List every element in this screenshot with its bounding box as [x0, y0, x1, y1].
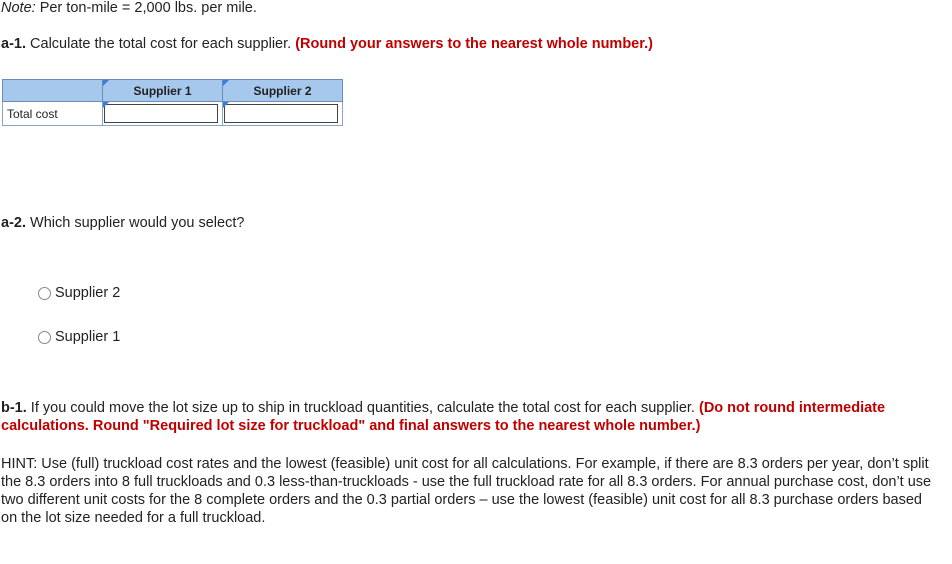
question-b1: [1, 399, 936, 435]
question-b1-text: If you could move the lot size up to ship in truckload quantities, calculate the total cost for each supplier.: [26, 400, 699, 416]
total-cost-supplier-2-input[interactable]: [224, 104, 338, 123]
total-cost-supplier-1-cell[interactable]: [103, 102, 223, 126]
hint-text: HINT: Use (full) truckload cost rates and the lowest (feasible) unit cost for all calculations. For example, if there are 8.3 orders per year, don’t split the 8.3 orders into 8 full truckloads and 0.3 less-than-truckloads - use the full truckload rate for all 8.3 orders. For annual purchase cost, don’t use two different unit costs for the 8 complete orders and the 0.3 partial orders – use the lowest (feasible) unit cost for all 8.3 purchase orders based on the lot size needed for a full truckload.: [1, 456, 932, 526]
table-row: [3, 102, 343, 126]
table-row-label: Total cost: [3, 102, 103, 126]
table-corner-header: [3, 80, 103, 102]
question-a1-label: a-1.: [1, 36, 26, 52]
question-a1-text: Calculate the total cost for each supplier.: [26, 36, 296, 52]
radio-supplier-1[interactable]: [38, 331, 51, 344]
option-supplier-2[interactable]: [38, 285, 120, 301]
radio-supplier-2[interactable]: [38, 287, 51, 300]
table-header-supplier-2: Supplier 2: [223, 80, 343, 102]
question-a2: [1, 214, 244, 232]
question-a2-label: a-2.: [1, 215, 26, 231]
answer-table-a1: [2, 79, 343, 126]
question-a1: [1, 35, 653, 53]
total-cost-supplier-1-input[interactable]: [104, 104, 218, 123]
option-supplier-1-label[interactable]: Supplier 1: [55, 329, 121, 345]
option-supplier-2-label[interactable]: Supplier 2: [55, 285, 121, 301]
question-b1-label: b-1.: [1, 400, 27, 416]
question-b1-instruction: (Do not round intermediate calculations. Round "Required lot size for truckload" and final answers to the nearest whole number.): [1, 400, 886, 434]
note-text: Per ton-mile = 2,000 lbs. per mile.: [35, 0, 257, 16]
question-a1-instruction: (Round your answers to the nearest whole number.): [295, 36, 653, 52]
table-header-row: [3, 80, 343, 102]
note: [1, 0, 257, 16]
total-cost-supplier-2-cell[interactable]: [223, 102, 343, 126]
option-supplier-1[interactable]: [38, 329, 120, 345]
question-a2-text: Which supplier would you select?: [26, 215, 245, 231]
table-header-supplier-1: Supplier 1: [103, 80, 223, 102]
note-prefix: Note:: [1, 0, 36, 16]
